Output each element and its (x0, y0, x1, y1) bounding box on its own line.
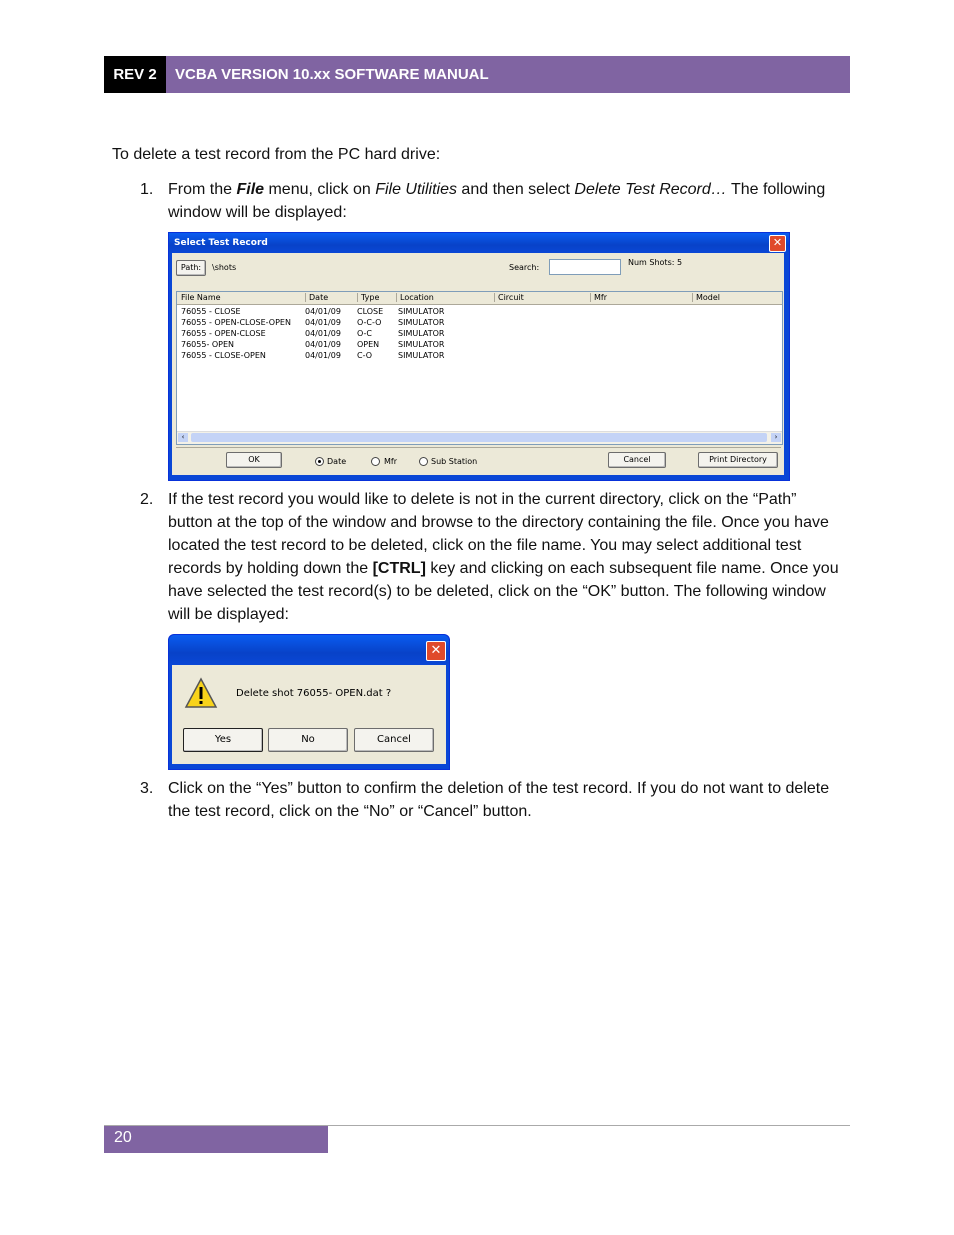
table-cell[interactable]: O-C (357, 329, 372, 338)
intro-text: To delete a test record from the PC hard drive: (112, 146, 441, 163)
table-cell[interactable]: 76055 - CLOSE (181, 307, 241, 316)
column-header[interactable]: Model (692, 293, 720, 302)
step-number: 1. (140, 181, 154, 198)
step-2 (140, 488, 840, 626)
table-cell[interactable]: SIMULATOR (398, 307, 445, 316)
column-header[interactable]: Mfr (590, 293, 607, 302)
window-title: Select Test Record (174, 238, 268, 248)
column-header[interactable]: File Name (181, 293, 221, 302)
table-cell[interactable]: OPEN (357, 340, 380, 349)
step-3 (140, 777, 840, 823)
close-icon[interactable]: ✕ (769, 235, 786, 252)
table-cell[interactable]: SIMULATOR (398, 318, 445, 327)
radio-date-label: Date (327, 457, 347, 466)
window-titlebar (169, 233, 789, 253)
table-cell[interactable]: CLOSE (357, 307, 384, 316)
step-1 (140, 178, 840, 224)
dialog-titlebar (169, 635, 449, 665)
table-cell[interactable]: SIMULATOR (398, 351, 445, 360)
radio-mfr-label: Mfr (384, 457, 398, 466)
path-button[interactable]: Path: (176, 260, 206, 276)
scroll-right-icon[interactable]: › (771, 433, 781, 442)
column-header[interactable]: Type (357, 293, 379, 302)
column-header[interactable]: Circuit (494, 293, 524, 302)
cancel-button[interactable]: Cancel (608, 452, 666, 468)
column-header[interactable]: Date (305, 293, 328, 302)
step-2-text: If the test record you would like to delete is not in the current directory, click on the “Path” button at the top of the window and browse to the directory containing the file. Once you have located the test record to be deleted, click on the file name. You may select additional test records by holding down the [CTRL] key and clicking on each subsequent file name. Once you have selected the test record(s) to be deleted, click on the “OK” button. The following window will be displayed: (168, 491, 839, 623)
search-label: Search: (509, 263, 540, 272)
radio-sub-station-label: Sub Station (431, 457, 478, 466)
table-cell[interactable]: 76055 - OPEN-CLOSE-OPEN (181, 318, 291, 327)
table-cell[interactable]: O-C-O (357, 318, 382, 327)
step-1-text: From the File menu, click on File Utilities and then select Delete Test Record… The following window will be displayed: (168, 181, 826, 221)
button-bar (176, 447, 781, 474)
list-header (177, 292, 782, 305)
table-cell[interactable]: 76055 - CLOSE-OPEN (181, 351, 266, 360)
page-number: 20 (104, 1126, 328, 1153)
yes-button[interactable]: Yes (183, 728, 263, 752)
table-cell[interactable]: 04/01/09 (305, 307, 341, 316)
select-test-record-window (168, 232, 790, 481)
file-list[interactable] (176, 291, 783, 445)
table-cell[interactable]: 04/01/09 (305, 318, 341, 327)
dialog-body (172, 665, 446, 764)
revision-label: REV 2 (104, 56, 166, 93)
table-cell[interactable]: SIMULATOR (398, 329, 445, 338)
cancel-button[interactable]: Cancel (354, 728, 434, 752)
table-cell[interactable]: 04/01/09 (305, 351, 341, 360)
ok-button[interactable]: OK (226, 452, 282, 468)
num-shots-label: Num Shots: 5 (628, 258, 683, 267)
table-cell[interactable]: 76055 - OPEN-CLOSE (181, 329, 266, 338)
window-body (172, 253, 784, 475)
radio-date[interactable] (315, 457, 324, 466)
table-cell[interactable]: C-O (357, 351, 372, 360)
manual-title: VCBA VERSION 10.xx SOFTWARE MANUAL (166, 56, 850, 93)
print-directory-button[interactable]: Print Directory (698, 452, 778, 468)
no-button[interactable]: No (268, 728, 348, 752)
step-3-text: Click on the “Yes” button to confirm the deletion of the test record. If you do not want to delete the test record, click on the “No” or “Cancel” button. (168, 780, 830, 820)
search-input[interactable] (549, 259, 621, 275)
page-header (104, 56, 850, 93)
horizontal-scrollbar[interactable] (177, 431, 782, 444)
path-value: \shots (212, 263, 237, 272)
confirm-delete-dialog (168, 634, 450, 770)
table-cell[interactable]: 04/01/09 (305, 340, 341, 349)
radio-mfr[interactable] (371, 457, 380, 466)
step-number: 3. (140, 780, 154, 797)
table-cell[interactable]: SIMULATOR (398, 340, 445, 349)
warning-icon (184, 677, 218, 709)
radio-sub-station[interactable] (419, 457, 428, 466)
scroll-left-icon[interactable]: ‹ (178, 433, 188, 442)
table-cell[interactable]: 04/01/09 (305, 329, 341, 338)
table-cell[interactable]: 76055- OPEN (181, 340, 235, 349)
close-icon[interactable]: ✕ (426, 641, 446, 661)
scrollbar-thumb[interactable] (191, 433, 767, 442)
dialog-message: Delete shot 76055- OPEN.dat ? (236, 688, 392, 699)
step-number: 2. (140, 491, 154, 508)
column-header[interactable]: Location (396, 293, 434, 302)
